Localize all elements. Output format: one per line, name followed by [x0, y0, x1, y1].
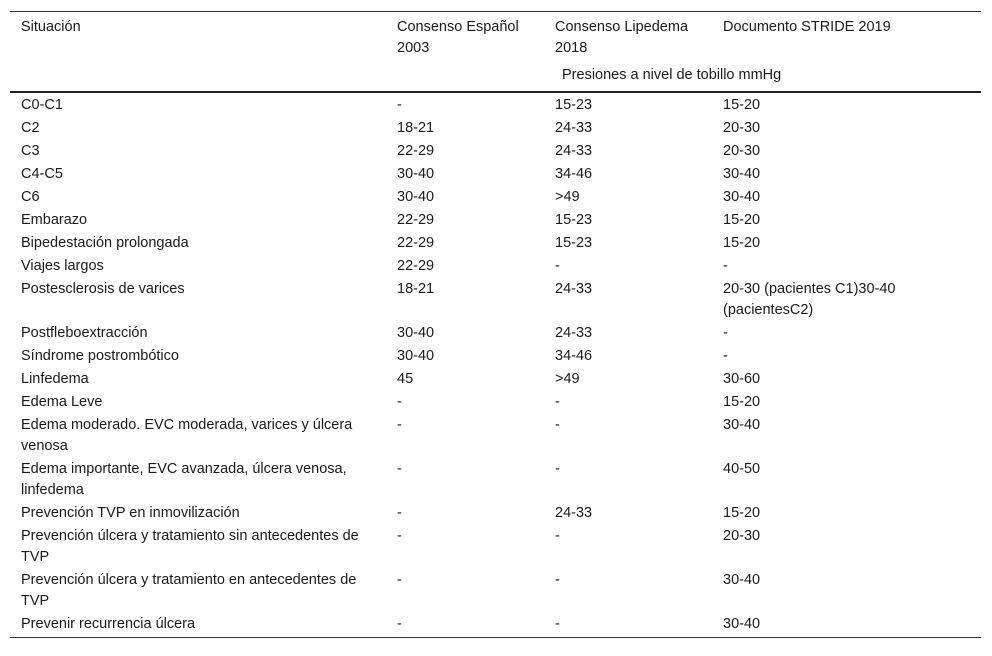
cell-stride: 15-20 [723, 235, 761, 251]
cell-situacion: Edema Leve [21, 394, 103, 410]
cell-stride: 15-20 [723, 212, 761, 228]
cell-consenso-espanol: 45 [397, 371, 414, 387]
cell-situacion: Prevenir recurrencia úlcera [10, 613, 386, 638]
cell-consenso-espanol: - [397, 461, 402, 477]
cell-stride: 30-40 [723, 417, 761, 433]
cell-consenso-espanol: 18-21 [397, 281, 435, 297]
cell-stride: 30-40 [712, 613, 981, 638]
cell-consenso-espanol: - [397, 417, 402, 433]
cell-consenso-espanol: 18-21 [397, 120, 435, 136]
cell-stride: 15-20 [723, 394, 761, 410]
table-row [10, 117, 981, 140]
cell-consenso-lipedema: >49 [555, 189, 580, 205]
cell-situacion: Viajes largos [21, 258, 104, 274]
cell-stride: 20-30 [723, 143, 761, 159]
cell-consenso-espanol: - [386, 613, 544, 638]
cell-stride: 15-20 [723, 97, 761, 113]
cell-situacion: Embarazo [21, 212, 88, 228]
table-row [10, 525, 981, 569]
table-row [10, 502, 981, 525]
cell-consenso-lipedema: - [555, 394, 560, 410]
cell-consenso-lipedema: 34-46 [555, 166, 593, 182]
cell-stride: - [723, 325, 728, 341]
table-row [10, 209, 981, 232]
cell-situacion: C4-C5 [21, 166, 63, 182]
compression-pressure-table [10, 11, 981, 638]
cell-situacion: Prevención TVP en inmovilización [21, 505, 240, 521]
cell-consenso-espanol: 22-29 [397, 143, 435, 159]
cell-consenso-lipedema: 15-23 [555, 97, 593, 113]
cell-consenso-lipedema: - [555, 417, 560, 433]
cell-stride: 30-40 [723, 166, 761, 182]
table-row [10, 345, 981, 368]
table-row [10, 613, 981, 638]
cell-consenso-lipedema: 24-33 [555, 143, 593, 159]
cell-stride: 15-20 [723, 505, 761, 521]
cell-situacion: Bipedestación prolongada [21, 235, 189, 251]
cell-situacion: C2 [21, 120, 40, 136]
cell-consenso-lipedema: - [544, 613, 712, 638]
cell-situacion: C3 [21, 143, 40, 159]
cell-consenso-lipedema: 24-33 [555, 281, 593, 297]
cell-consenso-lipedema: 34-46 [555, 348, 593, 364]
cell-consenso-lipedema: 24-33 [555, 505, 593, 521]
cell-consenso-espanol: 30-40 [397, 189, 435, 205]
cell-consenso-lipedema: 24-33 [555, 120, 593, 136]
table-row [10, 232, 981, 255]
table-row [10, 92, 981, 117]
cell-stride: 20-30 [723, 528, 761, 544]
table-row [10, 458, 981, 502]
cell-stride: 30-40 [723, 189, 761, 205]
cell-situacion: Edema importante, EVC avanzada, úlcera venosa, linfedema [21, 461, 347, 498]
cell-situacion: Prevención úlcera y tratamiento sin antecedentes de TVP [21, 528, 359, 565]
cell-stride: - [723, 258, 728, 274]
cell-consenso-lipedema: >49 [555, 371, 580, 387]
cell-consenso-lipedema: - [555, 461, 560, 477]
cell-stride: 30-60 [723, 371, 761, 387]
cell-situacion: Síndrome postrombótico [21, 348, 179, 364]
cell-consenso-espanol: - [397, 97, 402, 113]
header-consenso-espanol: Consenso Español 2003 [386, 12, 544, 60]
cell-situacion: C0-C1 [21, 97, 63, 113]
cell-situacion: Postesclerosis de varices [21, 281, 185, 297]
table-header [10, 12, 981, 93]
cell-consenso-lipedema: - [555, 258, 560, 274]
header-situacion: Situación [10, 12, 386, 60]
table-row [10, 278, 981, 322]
subheader-pressures: Presiones a nivel de tobillo mmHg [562, 67, 782, 83]
table-body [10, 92, 981, 638]
header-stride: Documento STRIDE 2019 [712, 12, 981, 60]
cell-situacion: Postfleboextracción [21, 325, 148, 341]
cell-situacion: Edema moderado. EVC moderada, varices y úlcera venosa [21, 417, 353, 454]
cell-situacion: Prevención úlcera y tratamiento en antecedentes de TVP [21, 572, 357, 609]
subheader-row [10, 59, 981, 92]
cell-consenso-lipedema: 24-33 [555, 325, 593, 341]
cell-consenso-espanol: 30-40 [397, 325, 435, 341]
cell-consenso-espanol: - [397, 394, 402, 410]
cell-consenso-lipedema: - [555, 528, 560, 544]
table-row [10, 140, 981, 163]
cell-consenso-espanol: 22-29 [397, 235, 435, 251]
cell-stride: 20-30 (pacientes C1)30-40 (pacientesC2) [723, 281, 896, 318]
cell-consenso-espanol: 22-29 [397, 258, 435, 274]
table-row [10, 163, 981, 186]
table-row [10, 414, 981, 458]
table-row [10, 255, 981, 278]
cell-consenso-lipedema: 15-23 [555, 235, 593, 251]
cell-stride: 20-30 [723, 120, 761, 136]
cell-consenso-espanol: - [397, 505, 402, 521]
cell-stride: - [723, 348, 728, 364]
cell-situacion: Linfedema [21, 371, 89, 387]
table-row [10, 569, 981, 613]
cell-consenso-espanol: - [397, 528, 402, 544]
table-row [10, 322, 981, 345]
cell-consenso-espanol: 22-29 [397, 212, 435, 228]
header-row [10, 12, 981, 60]
cell-consenso-espanol: 30-40 [397, 348, 435, 364]
cell-stride: 30-40 [723, 572, 761, 588]
cell-stride: 40-50 [723, 461, 761, 477]
header-consenso-lipedema: Consenso Lipedema 2018 [544, 12, 712, 60]
cell-consenso-lipedema: - [555, 572, 560, 588]
table-row [10, 391, 981, 414]
cell-situacion: C6 [21, 189, 40, 205]
table-row [10, 368, 981, 391]
table-row [10, 186, 981, 209]
cell-consenso-espanol: 30-40 [397, 166, 435, 182]
cell-consenso-espanol: - [397, 572, 402, 588]
cell-consenso-lipedema: 15-23 [555, 212, 593, 228]
